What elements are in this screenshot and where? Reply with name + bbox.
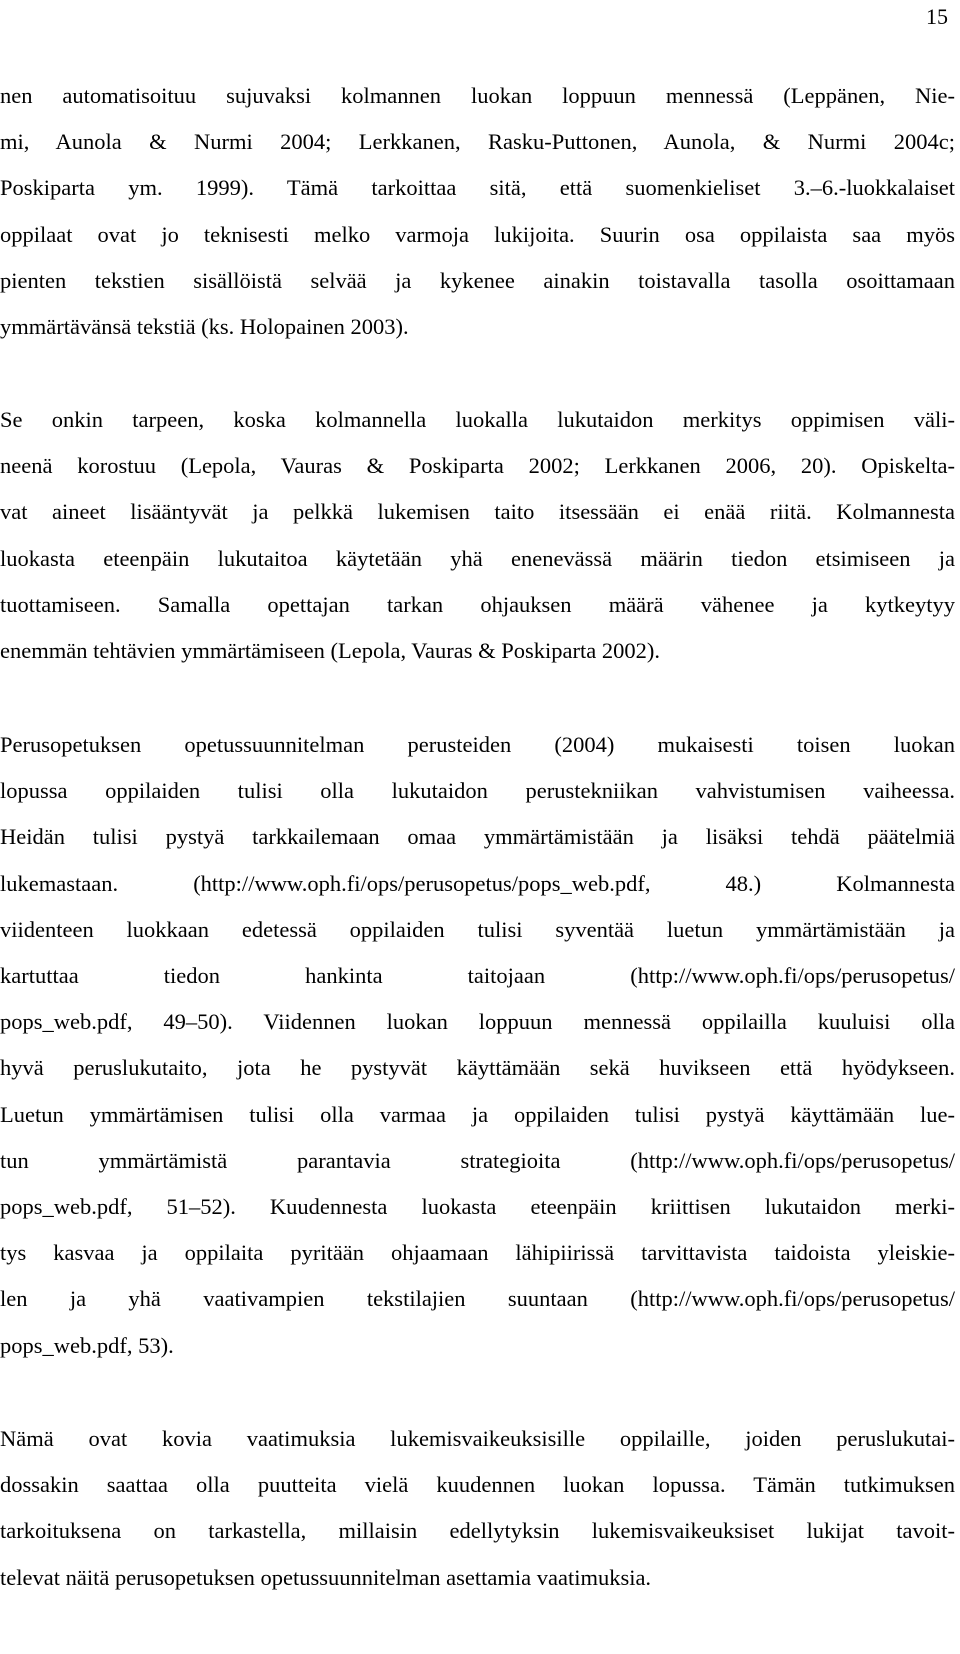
text-line: pops_web.pdf, 51–52). Kuudennesta luokasta eteenpäin kriittisen lukutaidon merki- — [0, 1194, 955, 1220]
page-number: 15 — [926, 4, 948, 29]
text-line: vat aineet lisääntyvät ja pelkkä lukemisen taito itsessään ei enää riitä. Kolmannesta — [0, 499, 955, 525]
text-line: Luetun ymmärtämisen tulisi olla varmaa ja oppilaiden tulisi pystyä käyttämään lue- — [0, 1101, 955, 1127]
paragraph-2 — [0, 397, 955, 674]
paragraph-4 — [0, 1416, 955, 1601]
text-line: len ja yhä vaativampien tekstilajien suuntaan (http://www.oph.fi/ops/perusopetus/ — [0, 1286, 955, 1312]
text-line: lukemastaan. (http://www.oph.fi/ops/perusopetus/pops_web.pdf, 48.) Kolmannesta — [0, 870, 955, 896]
text-line: pienten tekstien sisällöistä selvää ja kykenee ainakin toistavalla tasolla osoittamaan — [0, 267, 955, 293]
text-line: nen automatisoituu sujuvaksi kolmannen luokan loppuun mennessä (Leppänen, Nie- — [0, 83, 955, 108]
text-line: luokasta eteenpäin lukutaitoa käytetään yhä enenevässä määrin tiedon etsimiseen ja — [0, 545, 955, 571]
text-line: ymmärtävänsä tekstiä (ks. Holopainen 2003). — [0, 314, 409, 340]
text-line: neenä korostuu (Lepola, Vauras & Poskiparta 2002; Lerkkanen 2006, 20). Opiskelta- — [0, 453, 955, 479]
text-line: dossakin saattaa olla puutteita vielä kuudennen luokan lopussa. Tämän tutkimuksen — [0, 1472, 955, 1498]
text-line: tun ymmärtämistä parantavia strategioita (http://www.oph.fi/ops/perusopetus/ — [0, 1147, 955, 1173]
text-line: pops_web.pdf, 53). — [0, 1332, 174, 1358]
paragraph-1 — [0, 73, 955, 350]
text-line: Nämä ovat kovia vaatimuksia lukemisvaikeuksisille oppilaille, joiden peruslukutai- — [0, 1426, 955, 1451]
text-line: tarkoituksena on tarkastella, millaisin edellytyksin lukemisvaikeuksiset lukijat tavoit- — [0, 1518, 955, 1544]
text-line: Se onkin tarpeen, koska kolmannella luokalla lukutaidon merkitys oppimisen väli- — [0, 407, 955, 432]
text-line: oppilaat ovat jo teknisesti melko varmoja lukijoita. Suurin osa oppilaista saa myös — [0, 221, 955, 247]
paragraph-3 — [0, 722, 955, 1369]
text-line: hyvä peruslukutaito, jota he pystyvät käyttämään sekä huvikseen että hyödykseen. — [0, 1055, 955, 1081]
text-line: mi, Aunola & Nurmi 2004; Lerkkanen, Rasku-Puttonen, Aunola, & Nurmi 2004c; — [0, 129, 955, 155]
text-line: Poskiparta ym. 1999). Tämä tarkoittaa sitä, että suomenkieliset 3.–6.-luokkalaiset — [0, 175, 955, 201]
text-line: televat näitä perusopetuksen opetussuunnitelman asettamia vaatimuksia. — [0, 1564, 652, 1590]
text-line: tys kasvaa ja oppilaita pyritään ohjaamaan lähipiirissä tarvittavista taidoista yleiskie- — [0, 1240, 955, 1266]
text-line: Heidän tulisi pystyä tarkkailemaan omaa ymmärtämistään ja lisäksi tehdä päätelmiä — [0, 824, 955, 850]
text-line: pops_web.pdf, 49–50). Viidennen luokan loppuun mennessä oppilailla kuuluisi olla — [0, 1009, 955, 1035]
text-line: viidenteen luokkaan edetessä oppilaiden tulisi syventää luetun ymmärtämistään ja — [0, 916, 955, 942]
text-line: kartuttaa tiedon hankinta taitojaan (http://www.oph.fi/ops/perusopetus/ — [0, 963, 955, 989]
text-line: lopussa oppilaiden tulisi olla lukutaidon perustekniikan vahvistumisen vaiheessa. — [0, 778, 955, 804]
text-line: Perusopetuksen opetussuunnitelman perusteiden (2004) mukaisesti toisen luokan — [0, 732, 955, 757]
text-line: enemmän tehtävien ymmärtämiseen (Lepola, Vauras & Poskiparta 2002). — [0, 638, 661, 664]
text-line: tuottamiseen. Samalla opettajan tarkan ohjauksen määrä vähenee ja kytkeytyy — [0, 591, 955, 617]
